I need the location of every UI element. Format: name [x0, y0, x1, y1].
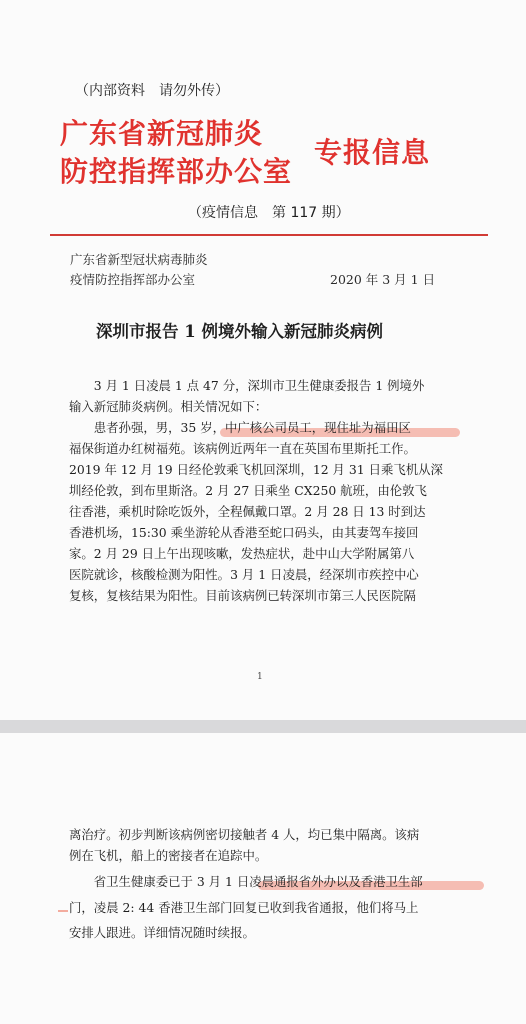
body-line: 安排人跟进。详细情况随时续报。 — [69, 925, 255, 940]
body-line: 患者孙强，男，35 岁，中广核公司员工，现住址为福田区 — [69, 420, 411, 435]
issue-number: （疫情信息 第 117 期） — [188, 205, 350, 221]
body-line: 往香港，乘机时除吃饭外，全程佩戴口罩。2 月 28 日 13 时到达 — [69, 504, 426, 519]
internal-note: （内部资料 请勿外传） — [75, 83, 229, 99]
page-number: 1 — [257, 672, 263, 682]
sender-line-2: 疫情防控指挥部办公室 — [70, 272, 196, 287]
special-report-title: 专报信息 — [314, 136, 431, 169]
org-name-line-1: 广东省新冠肺炎 — [60, 117, 264, 150]
report-date: 2020 年 3 月 1 日 — [330, 272, 436, 287]
red-divider — [50, 234, 488, 236]
body-line: 输入新冠肺炎病例。相关情况如下： — [69, 399, 268, 414]
article-title: 深圳市报告 1 例境外输入新冠肺炎病例 — [96, 322, 383, 341]
body-line: 3 月 1 日凌晨 1 点 47 分，深圳市卫生健康委报告 1 例境外 — [69, 378, 425, 393]
body-line: 香港机场，15:30 乘坐游轮从香港至蛇口码头，由其妻驾车接回 — [69, 525, 419, 540]
body-line: 省卫生健康委已于 3 月 1 日凌晨通报省外办以及香港卫生部 — [69, 874, 423, 889]
body-line: 门，凌晨 2: 44 香港卫生部门回复已收到我省通报，他们将马上 — [69, 900, 419, 915]
body-line: 复核，复核结果为阳性。目前该病例已转深圳市第三人民医院隔 — [69, 588, 416, 603]
body-line: 例在飞机，船上的密接者在追踪中。 — [69, 848, 268, 863]
document-page-2 — [0, 733, 526, 1024]
body-line: 圳经伦敦，到布里斯洛。2 月 27 日乘坐 CX250 航班，由伦敦飞 — [69, 483, 427, 498]
highlighter-dash — [58, 910, 68, 912]
sender-line-1: 广东省新型冠状病毒肺炎 — [70, 252, 208, 267]
body-line: 离治疗。初步判断该病例密切接触者 4 人，均已集中隔离。该病 — [69, 827, 420, 842]
body-line: 福保街道办红树福苑。该病例近两年一直在英国布里斯托工作。 — [69, 441, 416, 456]
org-name-line-2: 防控指挥部办公室 — [60, 155, 293, 188]
body-line: 医院就诊，核酸检测为阳性。3 月 1 日凌晨，经深圳市疾控中心 — [69, 567, 419, 582]
body-line: 2019 年 12 月 19 日经伦敦乘飞机回深圳，12 月 31 日乘飞机从深 — [69, 462, 443, 477]
body-line: 家。2 月 29 日上午出现咳嗽，发热症状，赴中山大学附属第八 — [69, 546, 415, 561]
